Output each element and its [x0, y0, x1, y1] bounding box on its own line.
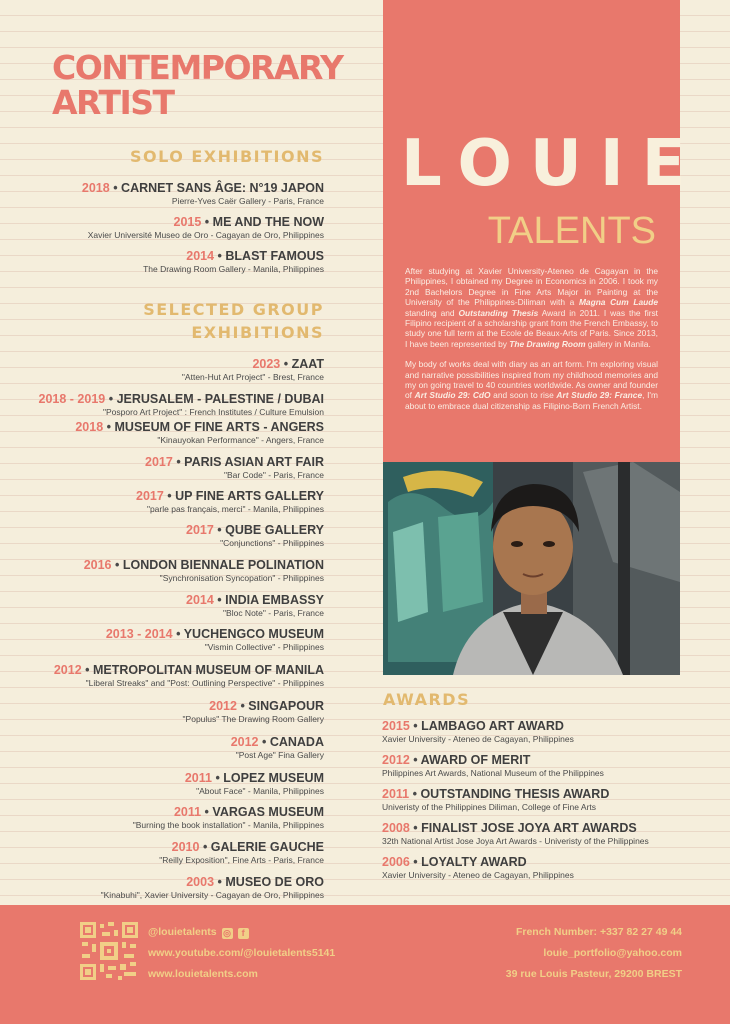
entry-year: 2017: [136, 489, 164, 503]
entry-heading: [4, 735, 324, 750]
separator-dot: •: [172, 627, 184, 641]
exhibition-entry: [4, 523, 324, 549]
separator-dot: •: [409, 753, 421, 767]
footer: [0, 905, 730, 1024]
entry-heading: [4, 392, 324, 407]
entry-detail: Xavier University - Ateneo de Cagayan, Philippines: [382, 734, 574, 744]
exhibition-entry: [4, 357, 324, 383]
artist-portrait: [383, 462, 680, 675]
entry-detail: Xavier University - Ateneo de Cagayan, Philippines: [382, 870, 574, 880]
bio-text: My body of works deal with diary as an art form. I'm exploring visual and narrative possibilities inspired from my childhood memories and my on going travel to 40 countries worldwide. As owner and founder of: [405, 359, 658, 401]
entry-detail: The Drawing Room Gallery - Manila, Philippines: [143, 264, 324, 274]
entry-name: CANADA: [269, 735, 324, 749]
entry-detail: "Liberal Streaks" and "Post: Outlining Perspective" - Philippines: [85, 678, 324, 688]
entry-name: AWARD OF MERIT: [420, 753, 531, 767]
entry-name: VARGAS MUSEUM: [212, 805, 324, 819]
award-entry: [382, 855, 702, 881]
artist-bio: [405, 266, 658, 421]
entry-detail: "Burning the book installation" - Manila, Philippines: [132, 820, 324, 830]
entry-year: 2017: [145, 455, 173, 469]
entry-name: MUSEUM OF FINE ARTS - ANGERS: [114, 420, 324, 434]
separator-dot: •: [109, 181, 122, 195]
entry-year: 2018 - 2019: [38, 392, 106, 406]
entry-detail: "Synchronisation Syncopation" - Philippines: [159, 573, 324, 583]
entry-name: QUBE GALLERY: [225, 523, 324, 537]
entry-name: LOYALTY AWARD: [421, 855, 527, 869]
bio-emphasis: Art Studio 29: France: [556, 390, 643, 401]
bio-text: standing and: [405, 307, 459, 318]
entry-year: 2015: [173, 215, 202, 229]
entry-heading: [382, 719, 702, 734]
entry-year: 2006: [382, 855, 410, 869]
social-links: [148, 922, 335, 985]
entry-heading: [4, 489, 324, 504]
entry-heading: [4, 455, 324, 470]
exhibition-entry: [4, 593, 324, 619]
entry-heading: [4, 249, 324, 264]
separator-dot: •: [280, 357, 292, 371]
entry-year: 2017: [186, 523, 214, 537]
brand-name: LOUIE: [401, 127, 704, 201]
separator-dot: •: [81, 663, 93, 677]
exhibition-entry: [4, 558, 324, 584]
exhibition-entry: [4, 489, 324, 515]
entry-detail: Xavier Université Museo de Oro - Cagayan de Oro, Philippines: [87, 230, 324, 240]
exhibition-entry: [4, 840, 324, 866]
solo-exhibitions-list: [4, 181, 324, 275]
award-entry: [382, 821, 702, 847]
entry-name: METROPOLITAN MUSEUM OF MANILA: [93, 663, 324, 677]
postal-address: 39 rue Louis Pasteur, 29200 BREST: [505, 968, 682, 980]
entry-year: 2003: [186, 875, 215, 889]
entry-detail: Pierre-Yves Caër Gallery - Paris, France: [171, 196, 324, 206]
separator-dot: •: [409, 855, 422, 869]
entry-heading: [4, 215, 324, 230]
social-handle-row: [148, 922, 335, 943]
entry-heading: [4, 357, 324, 372]
exhibition-entry: [4, 805, 324, 831]
entry-year: 2018: [75, 420, 104, 434]
separator-dot: •: [111, 558, 123, 572]
group-exhibitions-title: [143, 298, 324, 344]
separator-dot: •: [105, 392, 117, 406]
separator-dot: •: [163, 489, 176, 503]
entry-detail: "About Face" - Manila, Philippines: [196, 786, 324, 796]
entry-heading: [382, 855, 702, 870]
entry-detail: "parle pas français, merci" - Manila, Philippines: [146, 504, 324, 514]
entry-year: 2012: [230, 735, 259, 749]
entry-heading: [382, 787, 702, 802]
bio-text: , I'm about to embrace dual citizenship as Filipino-Born French Artist.: [405, 390, 658, 411]
entry-detail: "Kinauyokan Performance" - Angers, France: [157, 435, 324, 445]
separator-dot: •: [214, 249, 226, 263]
entry-name: ME AND THE NOW: [212, 215, 324, 229]
phone-number[interactable]: French Number: +337 82 27 49 44: [515, 926, 682, 938]
group-title-line-2: EXHIBITIONS: [191, 323, 324, 342]
entry-year: 2011: [173, 805, 202, 819]
exhibition-entry: [4, 735, 324, 761]
bio-paragraph-2: [405, 359, 658, 411]
separator-dot: •: [103, 420, 115, 434]
entry-name: LONDON BIENNALE POLINATION: [122, 558, 324, 572]
entry-name: PARIS ASIAN ART FAIR: [184, 455, 324, 469]
separator-dot: •: [409, 719, 422, 733]
entry-name: OUTSTANDING THESIS AWARD: [420, 787, 610, 801]
entry-heading: [4, 663, 324, 678]
exhibition-entry: [4, 215, 324, 241]
entry-detail: "Atten-Hut Art Project" - Brest, France: [181, 372, 324, 382]
entry-year: 2011: [382, 787, 410, 801]
separator-dot: •: [172, 455, 185, 469]
awards-title: AWARDS: [383, 690, 471, 709]
exhibition-entry: [4, 181, 324, 207]
solo-title-line: SOLO EXHIBITIONS: [129, 147, 324, 166]
entry-heading: [4, 875, 324, 890]
separator-dot: •: [213, 523, 226, 537]
bio-text: Award in 2011. I was the first Filipino recipient of a scholarship grant from the French Embassy, to study one full term at the Ecole de Beaux-Arts of Paris. Since 2013, I have been represented by: [405, 307, 658, 349]
entry-detail: "Populus" The Drawing Room Gallery: [182, 714, 324, 724]
separator-dot: •: [409, 821, 422, 835]
entry-year: 2013 - 2014: [105, 627, 173, 641]
entry-detail: "Kinabuhi", Xavier University - Cagayan de Oro, Philippines: [100, 890, 324, 900]
title-line-2: ARTIST: [52, 83, 174, 122]
bio-text: gallery in Manila.: [585, 338, 651, 349]
exhibition-entry: [4, 249, 324, 275]
award-entry: [382, 753, 702, 779]
entry-heading: [4, 699, 324, 714]
entry-heading: [4, 181, 324, 196]
entry-heading: [4, 558, 324, 573]
separator-dot: •: [409, 787, 421, 801]
entry-detail: Philippines Art Awards, National Museum of the Philippines: [382, 768, 604, 778]
entry-heading: [382, 753, 702, 768]
entry-year: 2012: [382, 753, 410, 767]
entry-detail: 32th National Artist Jose Joya Art Awards - Univeristy of the Philippines: [382, 836, 649, 846]
email-link[interactable]: louie_portfolio@yahoo.com: [543, 947, 682, 959]
exhibition-entry: [4, 663, 324, 689]
entry-name: YUCHENGCO MUSEUM: [183, 627, 324, 641]
separator-dot: •: [201, 215, 213, 229]
separator-dot: •: [199, 840, 211, 854]
entry-year: 2012: [209, 699, 237, 713]
brand-subtitle: TALENTS: [487, 210, 656, 252]
separator-dot: •: [201, 805, 213, 819]
entry-heading: [4, 627, 324, 642]
entry-year: 2023: [252, 357, 281, 371]
separator-dot: •: [236, 699, 249, 713]
entry-detail: "Reilly Exposition", Fine Arts - Paris, France: [159, 855, 324, 865]
entry-name: GALERIE GAUCHE: [210, 840, 324, 854]
entry-name: UP FINE ARTS GALLERY: [175, 489, 324, 503]
entry-detail: "Vismin Collective" - Philippines: [204, 642, 324, 652]
entry-heading: [382, 821, 702, 836]
entry-detail: "Posporo Art Project" : French Institutes / Culture Emulsion: [103, 407, 324, 417]
bio-paragraph-1: [405, 266, 658, 349]
page-title: [52, 50, 342, 120]
entry-name: SINGAPOUR: [248, 699, 324, 713]
separator-dot: •: [258, 735, 270, 749]
exhibition-entry: [4, 392, 324, 418]
entry-detail: "Bloc Note" - Paris, France: [223, 608, 324, 618]
separator-dot: •: [214, 875, 226, 889]
entry-detail: "Conjunctions" - Philippines: [220, 538, 324, 548]
entry-year: 2014: [186, 593, 214, 607]
entry-year: 2015: [382, 719, 410, 733]
entry-heading: [4, 771, 324, 786]
award-entry: [382, 719, 702, 745]
entry-year: 2018: [81, 181, 110, 195]
bio-emphasis: Art Studio 29: CdO: [414, 390, 491, 401]
entry-year: 2014: [186, 249, 215, 263]
entry-year: 2011: [184, 771, 212, 785]
exhibition-entry: [4, 420, 324, 446]
exhibition-entry: [4, 875, 324, 901]
entry-detail: "Post Age" Fina Gallery: [235, 750, 324, 760]
artist-panel: [383, 0, 704, 462]
bio-emphasis: Outstanding Thesis: [458, 307, 539, 318]
website-link[interactable]: www.louietalents.com: [148, 968, 258, 980]
entry-detail: "Bar Code" - Paris, France: [223, 470, 324, 480]
group-title-line-1: SELECTED GROUP: [143, 300, 324, 319]
qr-code-icon[interactable]: [80, 922, 138, 980]
entry-year: 2012: [53, 663, 82, 677]
entry-name: LOPEZ MUSEUM: [223, 771, 324, 785]
entry-year: 2010: [171, 840, 200, 854]
exhibition-entry: [4, 627, 324, 653]
portrait-illustration: [383, 462, 680, 675]
entry-name: INDIA EMBASSY: [225, 593, 324, 607]
facebook-icon[interactable]: f: [238, 928, 249, 939]
entry-name: CARNET SANS ÂGE: N°19 JAPON: [121, 181, 324, 195]
separator-dot: •: [213, 593, 226, 607]
social-handle[interactable]: @louietalents: [148, 926, 217, 938]
entry-name: LAMBAGO ART AWARD: [421, 719, 564, 733]
entry-heading: [4, 593, 324, 608]
contact-info: [506, 922, 682, 985]
entry-year: 2016: [83, 558, 112, 572]
award-entry: [382, 787, 702, 813]
youtube-link[interactable]: www.youtube.com/@louietalents5141: [148, 947, 336, 959]
exhibition-entry: [4, 699, 324, 725]
entry-name: MUSEO DE ORO: [225, 875, 324, 889]
bio-text: and soon to rise: [490, 390, 557, 401]
entry-heading: [4, 420, 324, 435]
entry-name: FINALIST JOSE JOYA ART AWARDS: [421, 821, 637, 835]
group-exhibitions-list: [4, 357, 324, 901]
bio-emphasis: The Drawing Room: [509, 338, 586, 349]
entry-heading: [4, 805, 324, 820]
separator-dot: •: [211, 771, 224, 785]
awards-list: [382, 719, 702, 889]
entry-heading: [4, 840, 324, 855]
exhibition-entry: [4, 771, 324, 797]
entry-name: ZAAT: [291, 357, 324, 371]
bio-emphasis: Magna Cum Laude: [578, 297, 658, 308]
entry-detail: Univeristy of the Philippines Diliman, College of Fine Arts: [382, 802, 597, 812]
entry-heading: [4, 523, 324, 538]
solo-exhibitions-title: [130, 145, 324, 168]
instagram-icon[interactable]: ◎: [223, 928, 232, 938]
title-line-1: CONTEMPORARY: [52, 48, 343, 87]
bio-text: After studying at Xavier University-Ateneo de Cagayan in the Philippines, I obtained my Degree in Economics in 2006. I took my 2nd Bachelors Degree in Fine Arts Major in Painting at the University of the Philippines-Diliman with a: [405, 266, 658, 308]
entry-year: 2008: [382, 821, 410, 835]
entry-name: BLAST FAMOUS: [225, 249, 324, 263]
entry-name: JERUSALEM - PALESTINE / DUBAI: [116, 392, 324, 406]
exhibition-entry: [4, 455, 324, 481]
